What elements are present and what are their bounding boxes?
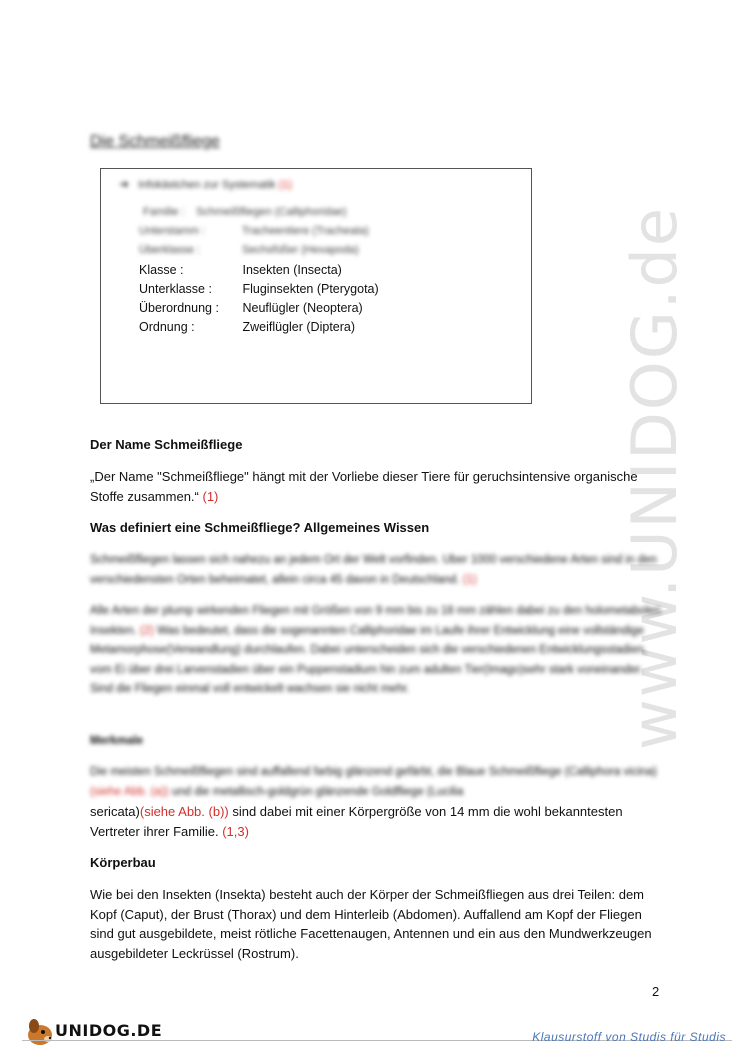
infobox-row [139, 301, 363, 315]
infobox-row-value: Sechsfüßer (Hexapoda) [242, 244, 359, 256]
citation-ref: (1) [462, 573, 477, 586]
watermark [618, 80, 750, 750]
infobox-row-key: Klasse : [139, 263, 184, 277]
systematics-infobox [100, 168, 532, 404]
features-text-a: Die meisten Schmeißfliegen sind auffallend farbig glänzend gefärbt, die Blaue Schmeißfliege (Calliphora vicina) [90, 766, 657, 778]
section-heading-features: Merkmale [90, 735, 144, 747]
citation-ref: (2) [139, 624, 154, 637]
infobox-row-value: Insekten (Insecta) [242, 263, 342, 277]
infobox-row-value: Schmeißfliegen (Calliphoridae) [196, 206, 347, 218]
infobox-heading [119, 177, 292, 191]
features-paragraph [90, 802, 665, 841]
infobox-row [139, 225, 369, 237]
citation-ref: (1) [202, 488, 219, 504]
infobox-row-value: Neuflügler (Neoptera) [242, 301, 363, 315]
watermark-text: www.UNIDOG.de [618, 206, 691, 750]
section-heading-body: Körperbau [90, 855, 156, 870]
infobox-row-value: Zweiflügler (Diptera) [242, 320, 356, 334]
logo-text: UNIDOG.DE [55, 1021, 163, 1040]
dog-icon [28, 1019, 52, 1045]
infobox-heading-text: Infokästchen zur Systematik [138, 179, 276, 191]
infobox-row-key: Ordnung : [139, 320, 195, 334]
definition-paragraph-1-text: Schmeißfliegen lassen sich nahezu an jedem Ort der Welt vorfinden. Über 1000 verschiedene Arten sind in den verschiedensten Orten beheimatet, allein circa 45 davon in Deutschland. [90, 554, 657, 586]
features-paragraph-blurred [90, 763, 665, 802]
infobox-row-value: Fluginsekten (Pterygota) [242, 282, 379, 296]
infobox-row [139, 320, 355, 334]
infobox-row [139, 282, 379, 296]
features-text-d: sind dabei mit einer Körpergröße von 14 mm die wohl bekanntesten Vertreter ihrer Familie. [90, 804, 623, 839]
definition-paragraph-2-text-b: Was bedeutet, dass die sogenannten Calliphoridae im Laufe ihrer Entwicklung eine vollständige Metamorphose(Verwandlung) durchlaufen. Dabei unterscheiden sich die verschiedenen Entwicklungsstadien, vom Ei über drei Larvenstadien über ein Puppenstadium hin zum adulten Tier(Imago)sehr stark voneinander. Sind die Fliegen einmal voll entwickelt wachsen sie nicht mehr. [90, 624, 647, 695]
page-number: 2 [652, 984, 660, 999]
infobox-row-key: Unterstamm : [139, 225, 206, 237]
name-paragraph [90, 467, 665, 506]
section-heading-definition: Was definiert eine Schmeißfliege? Allgemeines Wissen [90, 520, 430, 535]
definition-paragraph-1 [90, 551, 665, 590]
infobox-row-key: Überklasse : [139, 244, 201, 256]
infobox-row-key: Familie : [143, 206, 185, 218]
infobox-row [143, 206, 346, 218]
document-title: Die Schmeißfliege [90, 133, 220, 150]
infobox-row-value: Tracheentiere (Tracheata) [241, 225, 369, 237]
features-text-c: sericata) [90, 804, 140, 819]
features-text-b: und die metallisch-goldgrün glänzende Goldfliege (Lucilia [171, 785, 464, 798]
infobox-row-key: Unterklasse : [139, 282, 212, 296]
footer-slogan: Klausurstoff von Studis für Studis [532, 1030, 726, 1044]
figure-ref: (siehe Abb. (a)) [90, 785, 169, 798]
section-heading-name: Der Name Schmeißfliege [90, 437, 243, 452]
infobox-heading-ref: (1) [278, 179, 293, 191]
name-paragraph-text: „Der Name "Schmeißfliege" hängt mit der Vorliebe dieser Tiere für geruchsintensive organische Stoffe zusammen.“ [90, 469, 638, 504]
definition-paragraph-2 [90, 602, 665, 700]
definition-paragraph-2-text-a: Alle Arten der plump wirkenden Fliegen mit Größen von 9 mm bis zu 18 mm zählen dabei zu den holometabolen Insekten. [90, 605, 661, 637]
body-paragraph: Wie bei den Insekten (Insekta) besteht auch der Körper der Schmeißfliegen aus drei Teilen: dem Kopf (Caput), der Brust (Thorax) und dem Hinterleib (Abdomen). Auffallend am Kopf der Fliegen sind gut ausgebildete, meist rötliche Facettenaugen, Antennen und ein aus den Mundwerkzeugen ausgebildeter Leckrüssel (Rostrum). [90, 887, 652, 961]
infobox-row [139, 244, 359, 256]
infobox-row [139, 263, 342, 277]
infobox-row-key: Überordnung : [139, 301, 219, 315]
citation-ref: (1,3) [222, 823, 249, 839]
arrow-right-icon: ➜ [119, 177, 130, 191]
figure-ref: (siehe Abb. (b)) [139, 804, 229, 819]
